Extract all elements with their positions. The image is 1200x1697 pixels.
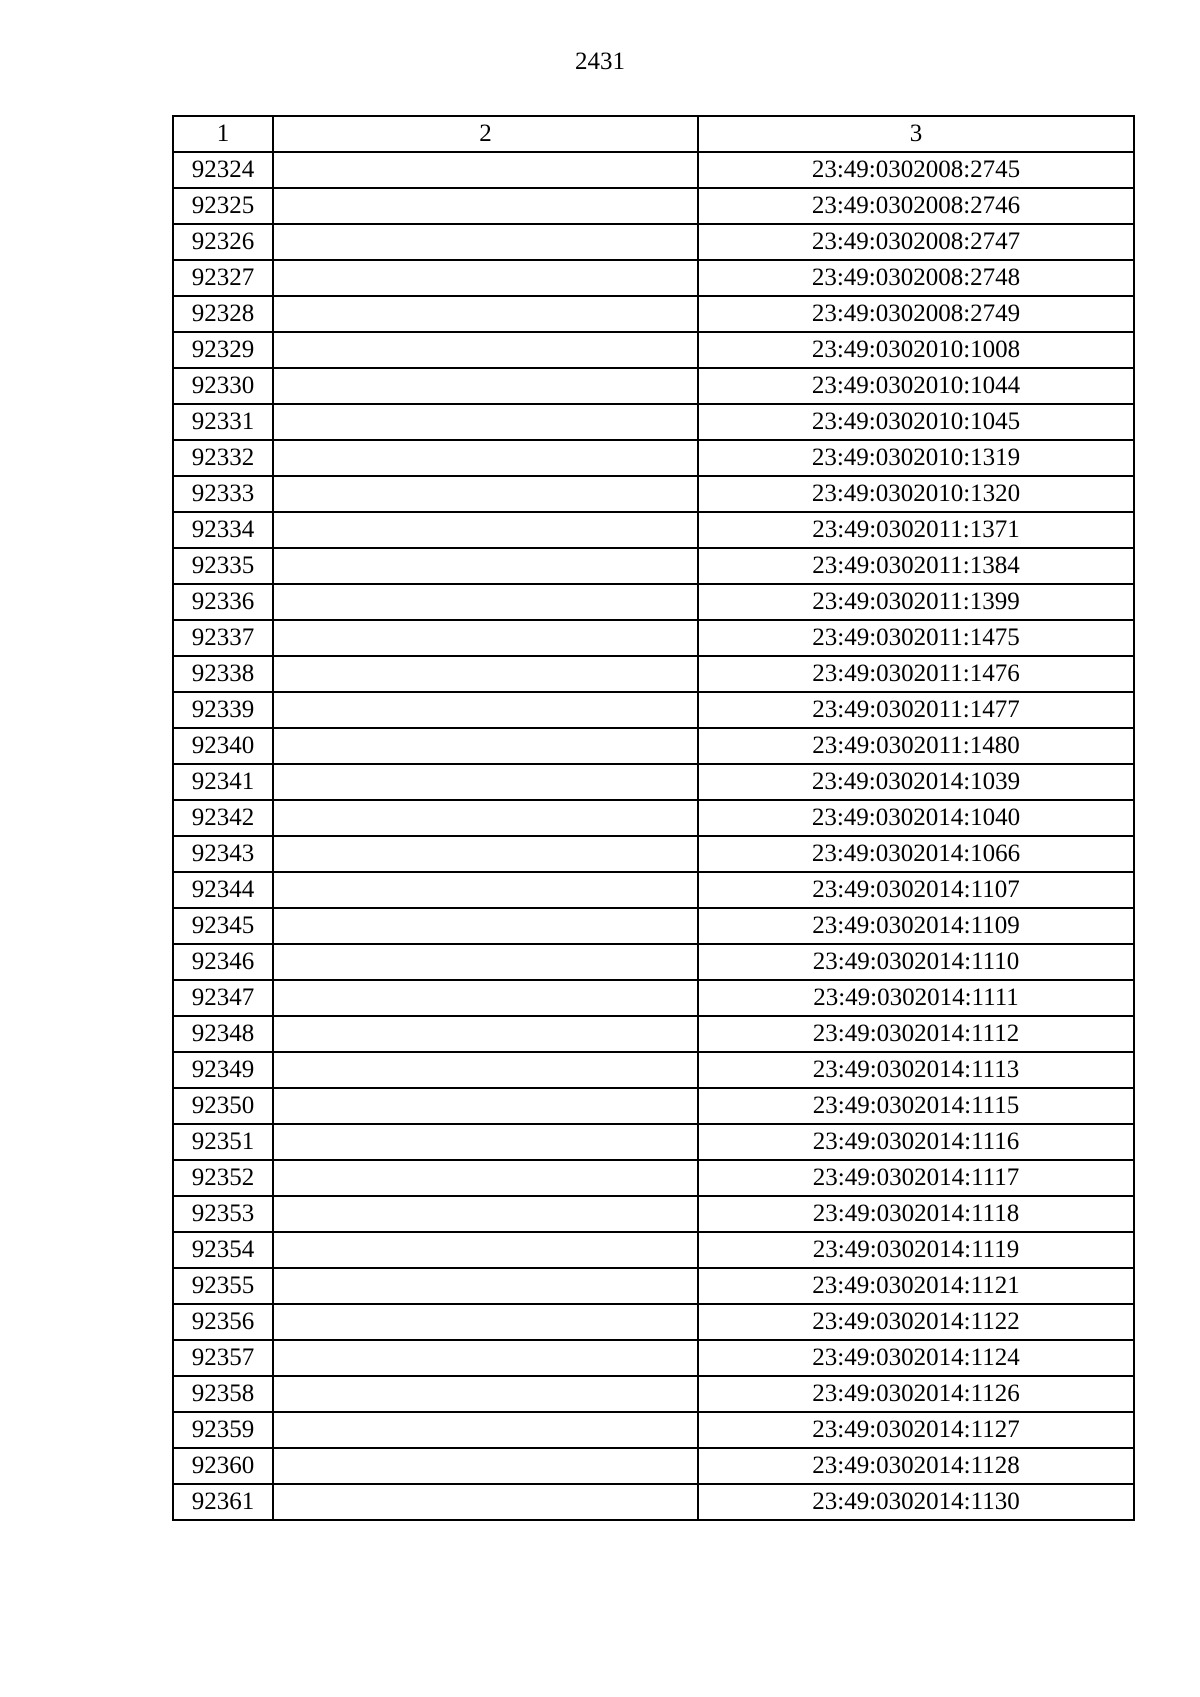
row-number-cell: 92360 (173, 1448, 273, 1484)
cadastral-number-cell: 23:49:0302014:1039 (698, 764, 1134, 800)
row-empty-cell (273, 836, 698, 872)
cadastral-number-cell: 23:49:0302014:1124 (698, 1340, 1134, 1376)
table-header (173, 116, 1134, 152)
row-number-cell: 92324 (173, 152, 273, 188)
header-row (173, 116, 1134, 152)
table-row (173, 1088, 1134, 1124)
cadastral-number-cell: 23:49:0302014:1119 (698, 1232, 1134, 1268)
row-number-cell: 92353 (173, 1196, 273, 1232)
row-number-cell: 92352 (173, 1160, 273, 1196)
cadastral-number-cell: 23:49:0302008:2746 (698, 188, 1134, 224)
table-row (173, 908, 1134, 944)
cadastral-number-cell: 23:49:0302014:1122 (698, 1304, 1134, 1340)
row-number-cell: 92333 (173, 476, 273, 512)
cadastral-number-cell: 23:49:0302011:1399 (698, 584, 1134, 620)
table-row (173, 512, 1134, 548)
row-number-cell: 92340 (173, 728, 273, 764)
cadastral-number-cell: 23:49:0302011:1476 (698, 656, 1134, 692)
row-empty-cell (273, 584, 698, 620)
row-number-cell: 92361 (173, 1484, 273, 1520)
row-empty-cell (273, 1016, 698, 1052)
row-number-cell: 92354 (173, 1232, 273, 1268)
row-empty-cell (273, 1196, 698, 1232)
row-number-cell: 92356 (173, 1304, 273, 1340)
row-empty-cell (273, 512, 698, 548)
cadastral-number-cell: 23:49:0302014:1130 (698, 1484, 1134, 1520)
cadastral-number-cell: 23:49:0302010:1044 (698, 368, 1134, 404)
registry-table (172, 115, 1135, 1521)
cadastral-number-cell: 23:49:0302014:1110 (698, 944, 1134, 980)
table-row (173, 1340, 1134, 1376)
table-row (173, 152, 1134, 188)
row-empty-cell (273, 548, 698, 584)
row-empty-cell (273, 440, 698, 476)
cadastral-number-cell: 23:49:0302014:1115 (698, 1088, 1134, 1124)
cadastral-number-cell: 23:49:0302014:1121 (698, 1268, 1134, 1304)
row-empty-cell (273, 1412, 698, 1448)
cadastral-number-cell: 23:49:0302011:1384 (698, 548, 1134, 584)
cadastral-number-cell: 23:49:0302008:2745 (698, 152, 1134, 188)
row-empty-cell (273, 152, 698, 188)
row-empty-cell (273, 620, 698, 656)
table-row (173, 1268, 1134, 1304)
cadastral-number-cell: 23:49:0302014:1128 (698, 1448, 1134, 1484)
table-row (173, 1484, 1134, 1520)
table-row (173, 1016, 1134, 1052)
cadastral-number-cell: 23:49:0302011:1371 (698, 512, 1134, 548)
row-number-cell: 92335 (173, 548, 273, 584)
row-number-cell: 92339 (173, 692, 273, 728)
cadastral-number-cell: 23:49:0302011:1480 (698, 728, 1134, 764)
row-empty-cell (273, 1052, 698, 1088)
row-empty-cell (273, 260, 698, 296)
column-header-1: 1 (173, 116, 273, 152)
table-row (173, 800, 1134, 836)
table-row (173, 440, 1134, 476)
table-row (173, 872, 1134, 908)
cadastral-number-cell: 23:49:0302011:1477 (698, 692, 1134, 728)
cadastral-number-cell: 23:49:0302008:2747 (698, 224, 1134, 260)
table-row (173, 1448, 1134, 1484)
page-number: 2431 (575, 48, 625, 75)
table-row (173, 1304, 1134, 1340)
table-row (173, 188, 1134, 224)
cadastral-number-cell: 23:49:0302008:2748 (698, 260, 1134, 296)
column-header-2: 2 (273, 116, 698, 152)
row-empty-cell (273, 1376, 698, 1412)
table-row (173, 368, 1134, 404)
row-number-cell: 92351 (173, 1124, 273, 1160)
row-number-cell: 92328 (173, 296, 273, 332)
table-row (173, 1376, 1134, 1412)
cadastral-number-cell: 23:49:0302014:1109 (698, 908, 1134, 944)
row-number-cell: 92346 (173, 944, 273, 980)
row-empty-cell (273, 656, 698, 692)
row-number-cell: 92349 (173, 1052, 273, 1088)
cadastral-number-cell: 23:49:0302014:1113 (698, 1052, 1134, 1088)
cadastral-number-cell: 23:49:0302014:1117 (698, 1160, 1134, 1196)
row-empty-cell (273, 224, 698, 260)
cadastral-number-cell: 23:49:0302014:1111 (698, 980, 1134, 1016)
table-row (173, 1052, 1134, 1088)
table-row (173, 692, 1134, 728)
row-empty-cell (273, 764, 698, 800)
cadastral-number-cell: 23:49:0302010:1319 (698, 440, 1134, 476)
cadastral-number-cell: 23:49:0302010:1045 (698, 404, 1134, 440)
table-row (173, 1160, 1134, 1196)
cadastral-number-cell: 23:49:0302008:2749 (698, 296, 1134, 332)
cadastral-number-cell: 23:49:0302014:1040 (698, 800, 1134, 836)
row-number-cell: 92336 (173, 584, 273, 620)
row-number-cell: 92358 (173, 1376, 273, 1412)
row-number-cell: 92350 (173, 1088, 273, 1124)
row-empty-cell (273, 908, 698, 944)
table-row (173, 260, 1134, 296)
row-empty-cell (273, 1340, 698, 1376)
row-number-cell: 92338 (173, 656, 273, 692)
row-number-cell: 92357 (173, 1340, 273, 1376)
table-row (173, 584, 1134, 620)
table-row (173, 548, 1134, 584)
row-number-cell: 92359 (173, 1412, 273, 1448)
table-row (173, 1196, 1134, 1232)
row-number-cell: 92341 (173, 764, 273, 800)
cadastral-number-cell: 23:49:0302014:1127 (698, 1412, 1134, 1448)
row-number-cell: 92342 (173, 800, 273, 836)
table-row (173, 476, 1134, 512)
cadastral-number-cell: 23:49:0302014:1116 (698, 1124, 1134, 1160)
column-header-3: 3 (698, 116, 1134, 152)
row-empty-cell (273, 332, 698, 368)
row-empty-cell (273, 728, 698, 764)
table-row (173, 1232, 1134, 1268)
row-empty-cell (273, 1484, 698, 1520)
table-body (173, 152, 1134, 1520)
cadastral-number-cell: 23:49:0302010:1320 (698, 476, 1134, 512)
cadastral-number-cell: 23:49:0302014:1126 (698, 1376, 1134, 1412)
row-empty-cell (273, 1088, 698, 1124)
cadastral-number-cell: 23:49:0302014:1107 (698, 872, 1134, 908)
row-number-cell: 92329 (173, 332, 273, 368)
table-row (173, 656, 1134, 692)
row-number-cell: 92345 (173, 908, 273, 944)
row-empty-cell (273, 296, 698, 332)
row-empty-cell (273, 1304, 698, 1340)
row-number-cell: 92327 (173, 260, 273, 296)
table-row (173, 332, 1134, 368)
table-row (173, 224, 1134, 260)
row-number-cell: 92348 (173, 1016, 273, 1052)
row-number-cell: 92337 (173, 620, 273, 656)
cadastral-number-cell: 23:49:0302010:1008 (698, 332, 1134, 368)
table-row (173, 944, 1134, 980)
row-number-cell: 92355 (173, 1268, 273, 1304)
row-empty-cell (273, 980, 698, 1016)
row-empty-cell (273, 944, 698, 980)
row-empty-cell (273, 1124, 698, 1160)
row-number-cell: 92343 (173, 836, 273, 872)
table-row (173, 836, 1134, 872)
row-empty-cell (273, 800, 698, 836)
row-number-cell: 92331 (173, 404, 273, 440)
table-row (173, 728, 1134, 764)
row-empty-cell (273, 476, 698, 512)
row-empty-cell (273, 188, 698, 224)
row-empty-cell (273, 1232, 698, 1268)
table-row (173, 1124, 1134, 1160)
row-number-cell: 92344 (173, 872, 273, 908)
table-row (173, 620, 1134, 656)
row-number-cell: 92326 (173, 224, 273, 260)
row-number-cell: 92332 (173, 440, 273, 476)
row-empty-cell (273, 1268, 698, 1304)
row-empty-cell (273, 1160, 698, 1196)
row-number-cell: 92325 (173, 188, 273, 224)
cadastral-number-cell: 23:49:0302014:1066 (698, 836, 1134, 872)
table-row (173, 980, 1134, 1016)
row-empty-cell (273, 404, 698, 440)
row-number-cell: 92334 (173, 512, 273, 548)
row-empty-cell (273, 1448, 698, 1484)
table-row (173, 764, 1134, 800)
row-number-cell: 92347 (173, 980, 273, 1016)
row-empty-cell (273, 368, 698, 404)
cadastral-number-cell: 23:49:0302014:1118 (698, 1196, 1134, 1232)
row-empty-cell (273, 872, 698, 908)
row-empty-cell (273, 692, 698, 728)
table-row (173, 404, 1134, 440)
row-number-cell: 92330 (173, 368, 273, 404)
table-row (173, 1412, 1134, 1448)
cadastral-number-cell: 23:49:0302014:1112 (698, 1016, 1134, 1052)
cadastral-number-cell: 23:49:0302011:1475 (698, 620, 1134, 656)
table-row (173, 296, 1134, 332)
